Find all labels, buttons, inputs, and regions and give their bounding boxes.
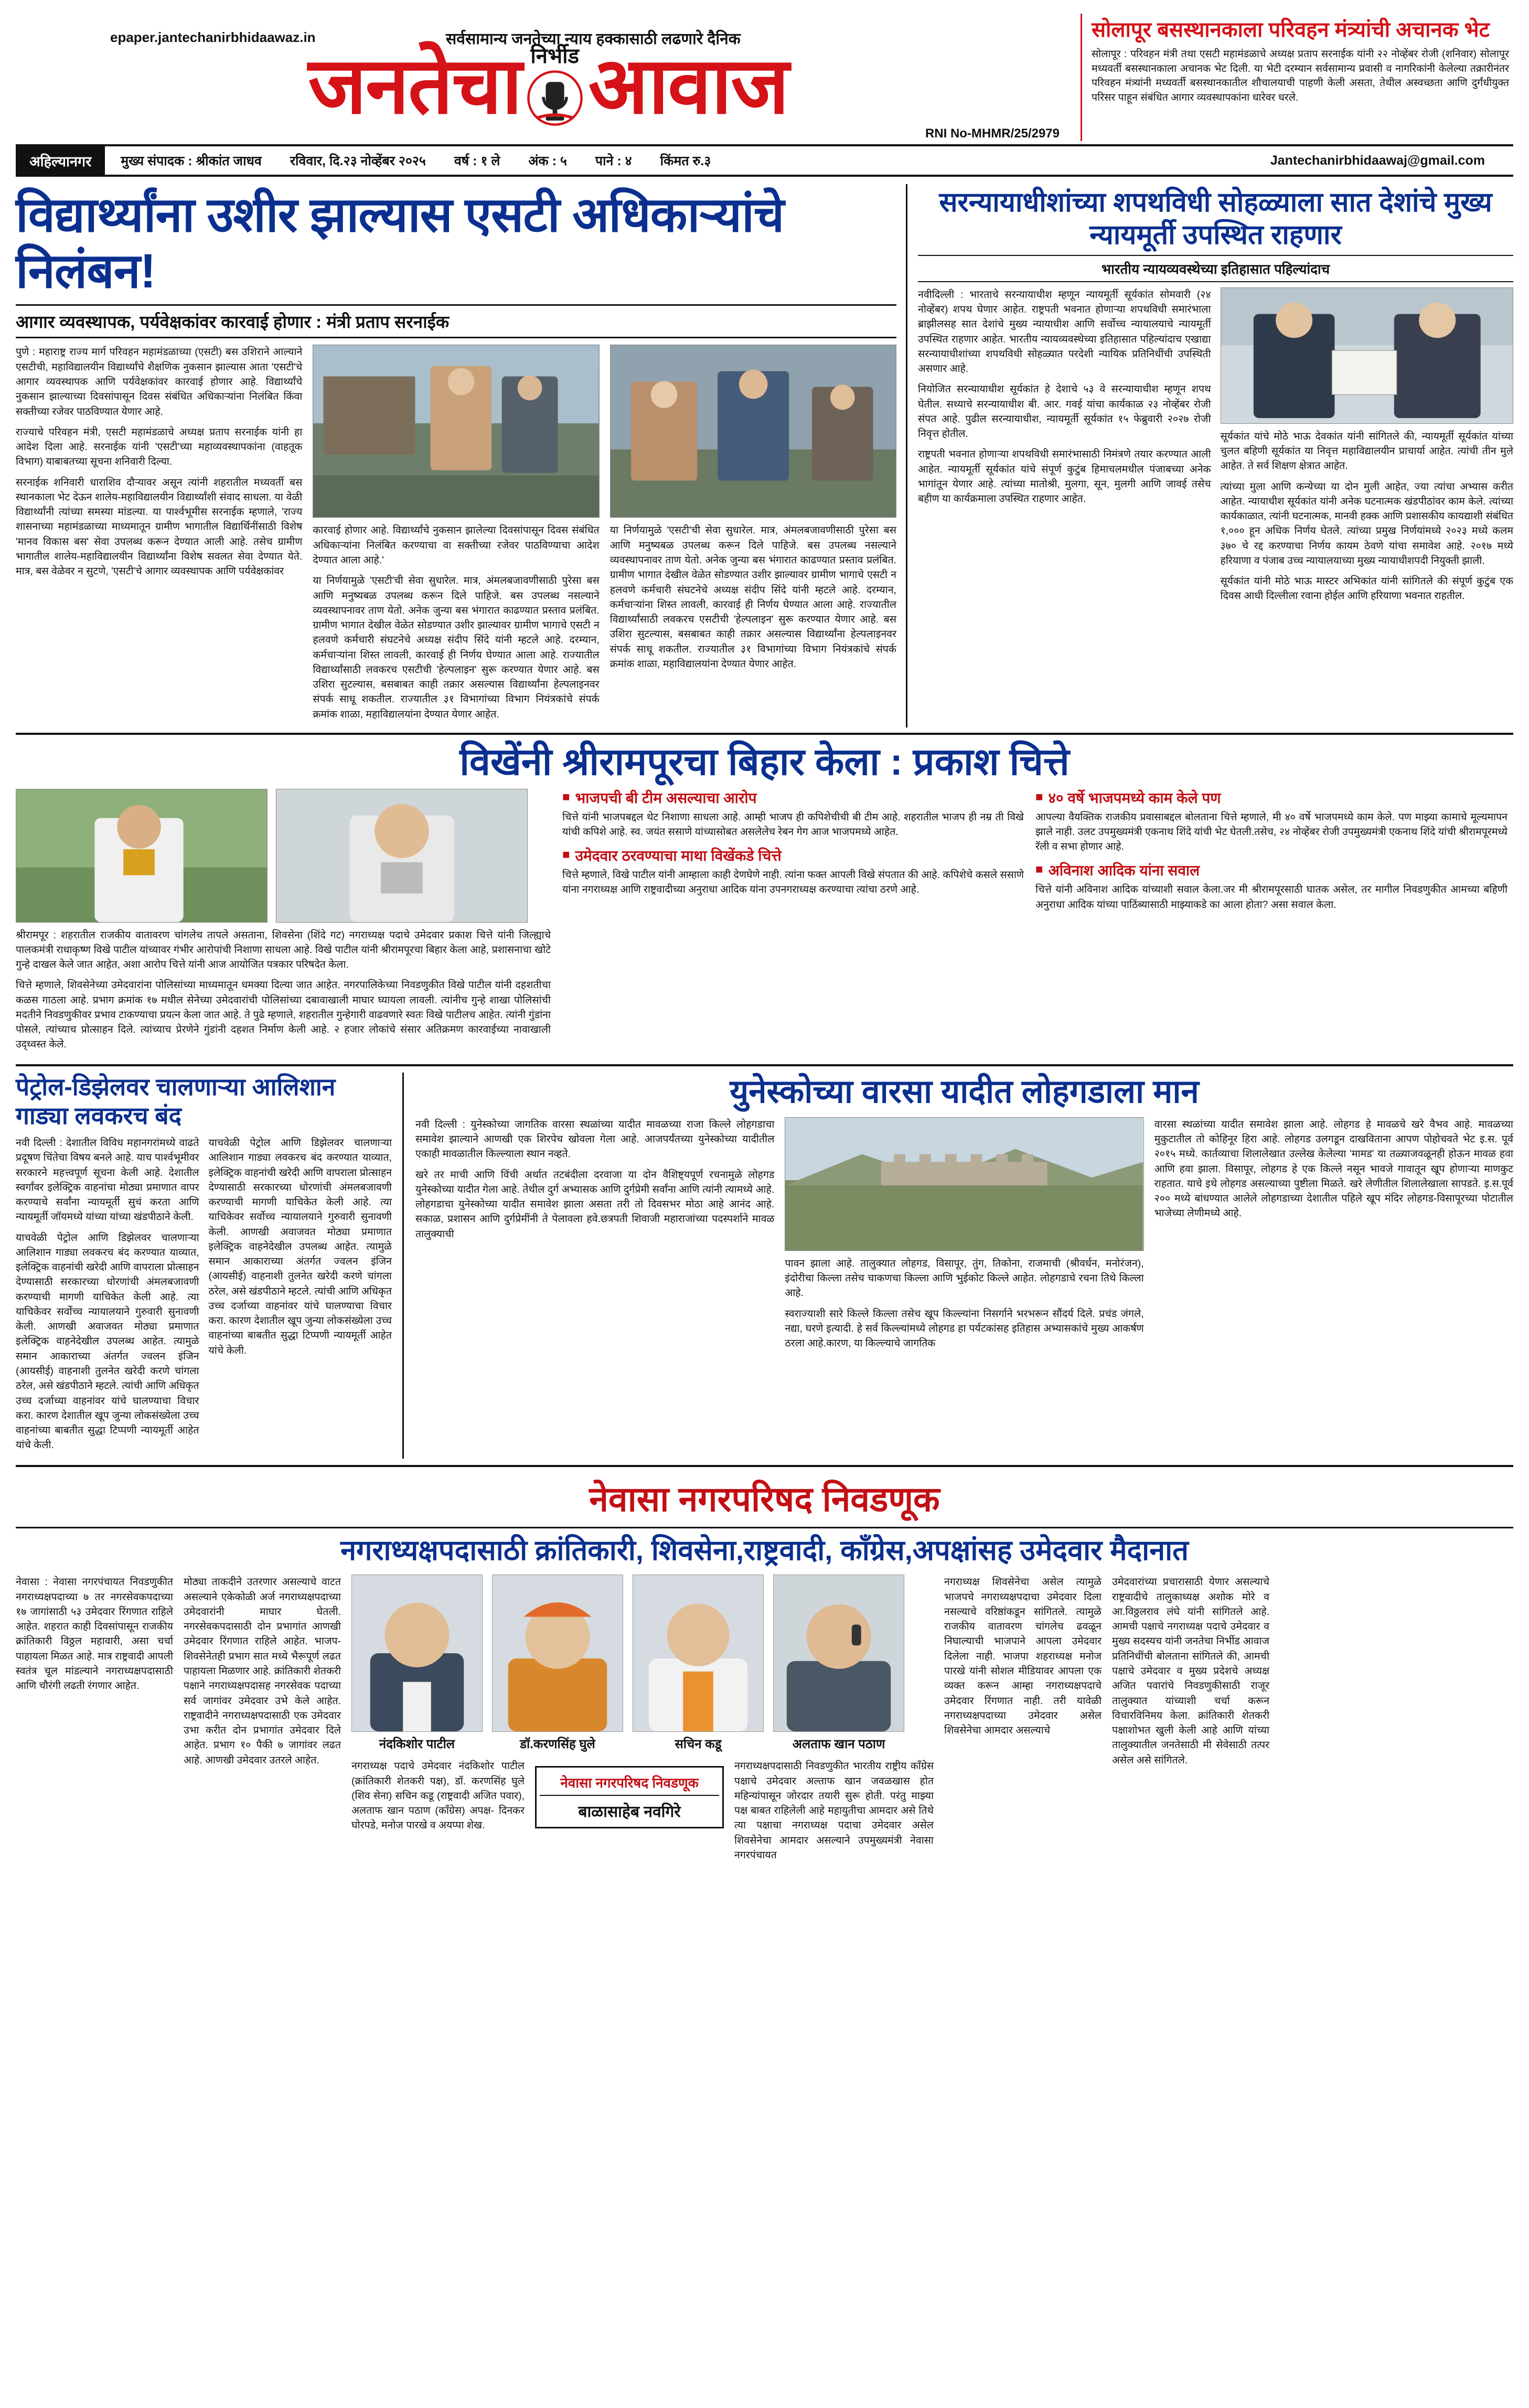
petrol-headline: पेट्रोल-डिझेलवर चालणाऱ्या आलिशान गाड्या लवकरच बंद: [16, 1073, 336, 1129]
section-three: [16, 1066, 1513, 1467]
vikhe-bullet-2-title: उमेदवार ठरवण्याचा माथा विखेंकडे चित्ते: [575, 848, 782, 864]
masthead-tagline: सर्वसामान्य जनतेच्या न्याय हक्कासाठी लढणारे दैनिक: [446, 30, 741, 48]
petrol-columns: [16, 1136, 392, 1459]
vikhe-photo-row: [16, 789, 551, 923]
nevasa-column-1: [16, 1575, 173, 1863]
lead-col2-para-2: या निर्णयामुळे 'एसटी'ची सेवा सुधारेल. मात्र, अंमलबजावणीसाठी पुरेसा बस आणि मनुष्यबळ उपलब्ध करून दिले पाहिजे. बस उपलब्ध नसल्याने व्यवस्थापनावर ताण येतो. अनेक जुन्या बस भंगारात काढण्यात प्रस्ताव प्रलंबित. ग्रामीण भागात देखील वेळेत सोडण्यात उशीर झाल्यावर ग्रामीण भागाचे एसटी न हलवणे कर्मचारी संघटनेचे अध्यक्ष संदीप सिंदे यांनी म्हटले आहे. दरम्यान, कर्मचाऱ्यांना शिस्त लावली, कारवाई ही निर्णय घेण्यात आला आहे. राज्यातील विद्यार्थ्यांसाठी लवकरच एसटीची 'हेल्पलाइन' सुरू करण्यात येणार आहे. बस उशिरा सुटल्यास, बसबाबत काही तक्रार असल्यास विद्यार्थ्यांना हेल्पलाइनवर संपर्क साधू शकतील. राज्यातील ३१ विभागांच्या विभाग नियंत्रकांचे संपर्क क्रमांक शाळा, महाविद्यालयांना देण्यात येणार आहेत.: [313, 575, 600, 720]
cji-col2-para-3: सूर्यकांत यांनी मोठे भाऊ मास्टर अभिकांत यांनी सांगितले की संपूर्ण कुटुंब एक दिवस आधी दिल्लीला रवाना होईल आणि हरियाणा भवनात राहतील.: [1220, 575, 1513, 602]
election-box-col: [535, 1759, 724, 1863]
bullet-square-icon: ■: [562, 789, 570, 804]
issue-number: अंक : ५: [528, 154, 567, 168]
election-badge-line2: बाळासाहेब नवगिरे: [540, 1795, 719, 1822]
masthead-left: [16, 14, 1081, 141]
candidate-name: सचिन कडू: [675, 1737, 722, 1752]
cji-para-1: नवीदिल्ली : भारताचे सरन्यायाधीश म्हणून न्यायमूर्ती सूर्यकांत सोमवारी (२४ नोव्हेंबर) शपथ घेणार आहेत. राष्ट्रपती भवनात होणाऱ्या शपथविधी समारंभाला ब्राझीलसह सात देशांचे मुख्य न्यायाधीश आणि सर्वोच्च न्यायालयाचे न्यायमूर्ती उपस्थित राहणार आहेत. भारतीय न्यायव्यवस्थेच्या इतिहासात पहिल्यांदाच एखाद्या सरन्यायाधीशांच्या शपथविधी सोहळ्यात परदेशी न्यायिक प्रतिनिधींची उपस्थिती असणार आहे.: [918, 288, 1211, 375]
cji-column-1: [918, 287, 1211, 609]
masthead-title-right: आवाज: [588, 41, 788, 130]
nevasa-cand-text-2: नगराध्यक्षपदासाठी निवडणुकीत भारतीय राष्ट्रीय काँग्रेस पक्षाचे उमेदवार अल्ताफ खान जवळखास होत महिन्यांपासून जोरदार तयारी सुरू होती. परंतु माझ्या पक्ष बाबत राहिलेली आहे महायुतीचा आमदार असे तिथे त्या पक्षाचा नगराध्यक्ष पदाचा उमेदवार असेल शिवसेनेचा आमदार असल्याने उपमुख्यमंत्री नेवासा नगरपंचायत: [734, 1760, 934, 1861]
lohagad-col2-para-1: पावन झाला आहे. तालुक्यात लोहगड, विसापूर, तुंग, तिकोना, राजमाची (श्रीवर्धन, मनोरंजन), इंदोरीचा किल्ला तसेच चाकणचा किल्ला आणि भुईकोट किल्ले आहेत. लोहगडाचे रचना तिथे किल्ला आहे.: [785, 1257, 1144, 1299]
vikhe-bullet-3: [1035, 789, 1507, 854]
lead-columns: [16, 345, 896, 727]
nevasa-election-section: [16, 1467, 1513, 1863]
cji-column-2: [1221, 287, 1514, 609]
nevasa-column-3: [944, 1575, 1102, 1863]
nevasa-column-2: [184, 1575, 341, 1863]
cji-para-3: राष्ट्रपती भवनात होणाऱ्या शपथविधी समारंभासाठी निमंत्रणे तयार करण्यात आली आहेत. न्यायमूर्ती सूर्यकांत यांचे संपूर्ण कुटुंब हिमाचलमधील पंजाबच्या अनेक भागांतून येणार आहे. त्यांच्या मातोश्री, मुलगा, सून, मुलगी आणि जावई तसेच बहीण या कार्यक्रमाला उपस्थित राहणार आहेत.: [918, 448, 1211, 505]
microphone-icon: [523, 67, 586, 130]
candidate-photo: [351, 1575, 483, 1732]
lohagad-column-2: [785, 1117, 1143, 1357]
prakash-chitte-photo: [16, 789, 268, 923]
epaper-url[interactable]: epaper.jantechanirbhidaawaz.in: [110, 29, 316, 45]
bullet-square-icon: ■: [562, 848, 570, 862]
vikhe-para-2: चित्ते म्हणाले, शिवसेनेच्या उमेदवारांना पोलिसांच्या माध्यमातून धमक्या दिल्या जात आहेत. नगरपालिकेच्या निवडणुकीत विखे पाटील यांनी दहशतीचा कळस गाठला आहे. प्रभाग क्रमांक १७ मधील सेनेच्या उमेदवारांची पोलिसांच्या दबावाखाली माघार घ्यायला लावली. त्यांनीच गुन्हे शाखा पोलिसांची मदतीने निवडणुकीवर प्रभाव टाकण्याचा प्रयत्न केला जात आहे. ते पुढे म्हणाले, शहरातील गुन्हेगारी वाढवणारे स्वतः विखे पाटीलच आहेत. त्यांनी गुंडांना पोसले, त्यांच्याच प्रोत्साहन दिले. त्यांच्याच प्रेरणेने गुंडांनी दहशत निर्माण केली आहे. २ हजार लोकांचे संसार अतिक्रमण कारवाईच्या नावाखाली उद्ध्वस्त केले.: [16, 979, 551, 1051]
lead-headline: विद्यार्थ्यांना उशीर झाल्यास एसटी अधिकाऱ्यांचे निलंबन!: [16, 188, 784, 298]
masthead-side-story: [1081, 14, 1513, 141]
candidate-name: डॉ.करणसिंह घुले: [520, 1737, 595, 1752]
vikhe-column-2: [562, 789, 1024, 1058]
vikhe-bullet-3-title: ४० वर्षे भाजपमध्ये काम केले पण: [1048, 789, 1221, 806]
bullet-square-icon: ■: [1035, 862, 1043, 877]
petrol-para-2: याचवेळी पेट्रोल आणि डिझेलवर चालणाऱ्या आलिशान गाड्या लवकरच बंद करण्यात याव्यात, इलेक्ट्रिक वाहनांची खरेदी आणि वापराला प्रोत्साहन देण्यासाठी सरकारच्या धोरणांची अंमलबजावणी करण्याची मागणी याचिकेत केली आहे. त्या याचिकेवर सर्वोच्च न्यायालयाने गुरुवारी सुनावणी केली. आणखी अवाजवत मोठ्या प्रमाणात इलेक्ट्रिक वाहनेदेखील उपलब्ध आहेत. त्यामुळे समान आकाराच्या अंतर्गत ज्वलन इंजिन (आयसीई) वाहनाशी तुलनेत खरेदी करणे चांगला ठरेल, असे खंडपीठाने म्हटले. त्यांची आणि अधिकृत उच्च दर्जाच्या वाहनांवर यांचे घालण्याचा विचार करा. कारण देशातील खूप जुन्या लोकसंख्येला उच्च वाहनांच्या बाबतीत सुद्धा टिप्पणी न्यायमूर्ती आहेत यांचे केली.: [16, 1232, 199, 1451]
nevasa-cand-text-col-2: [734, 1759, 934, 1863]
candidate-card: [773, 1575, 904, 1752]
masthead: [16, 14, 1513, 141]
cji-photo: [1221, 287, 1514, 424]
vikhe-patil-photo: [276, 789, 528, 923]
election-badge: [535, 1766, 724, 1828]
candidate-photo: [633, 1575, 764, 1732]
price: किंमत रु.३: [660, 154, 711, 168]
candidate-photo: [492, 1575, 623, 1732]
nevasa-para-1: नेवासा : नेवासा नगरपंचायत निवडणुकीत नगराध्यक्षपदाच्या ७ तर नगरसेवकपदाच्या १७ जागांसाठी ५३ उमेदवार रिंगणात राहिले आहेत. शहरात काही दिवसांपासून राजकीय क्रांतिकारी विठ्ठल महावारी, असा चर्चा पाहायला मिळत आहे. मात्र राष्ट्रवादी आपली स्वतंत्र चूल मांडल्याने नगराध्यक्षपदासाठी आणि चौरंगी लढती रंगणार आहेत.: [16, 1576, 173, 1692]
vikhe-headline: विखेंनी श्रीरामपूरचा बिहार केला : प्रकाश चित्ते: [459, 741, 1070, 783]
lohagad-columns: [415, 1117, 1513, 1357]
nevasa-cand-text-1: नगराध्यक्ष पदाचे उमेदवार नंदकिशोर पाटील (क्रांतिकारी शेतकरी पक्ष), डॉ. करणसिंह घुले (शिव सेना) सचिन कडू (राष्ट्रवादी अजित पवार), अलताफ खान पठाण (काँग्रेस) अपक्ष- दिनकर घोरपडे, मनोज पारखे व अयप्पा शेख.: [351, 1760, 525, 1832]
lead-col3-para-1: या निर्णयामुळे 'एसटी'ची सेवा सुधारेल. मात्र, अंमलबजावणीसाठी पुरेसा बस आणि मनुष्यबळ उपलब्ध करून दिले पाहिजे. बस उपलब्ध नसल्याने व्यवस्थापनावर ताण येतो. अनेक जुन्या बस भंगारात काढण्यात प्रस्ताव प्रलंबित. ग्रामीण भागात देखील वेळेत सोडण्यात उशीर झाल्यावर ग्रामीण भागाचे एसटी न हलवणे कर्मचारी संघटनेचे अध्यक्ष संदीप सिंदे यांनी म्हटले आहे. दरम्यान, कर्मचाऱ्यांना शिस्त लावली, कारवाई ही निर्णय घेण्यात आला आहे. राज्यातील विद्यार्थ्यांसाठी लवकरच एसटीची 'हेल्पलाइन' सुरू करण्यात येणार आहे. बस उशिरा सुटल्यास, बसबाबत काही तक्रार असल्यास विद्यार्थ्यांना हेल्पलाइनवर संपर्क साधू शकतील. राज्यातील ३१ विभागांच्या विभाग नियंत्रकांचे संपर्क क्रमांक शाळा, महाविद्यालयांना देण्यात येणार आहेत.: [610, 525, 896, 670]
lohagad-para-2: खरे तर माची आणि विंची अर्थात तटबंदीला दरवाजा या दोन वैशिष्ट्यपूर्ण रचनामुळे लोहगड युनेस्कोच्या यादीत गेला आहे. तेथील दुर्ग अभ्यासक आणि दुर्गप्रेमी सर्वांना आणि त्यांनी त्यामध्ये आहे. लोहगडाचा युनेस्कोच्या यादीत समावेश झाला असता तरी तो दिवसभर मोठा आहे आनंद आहे. सकाळ, प्रशासन आणि दुर्गप्रेमींनी ते पेलावला हवे.छत्रपती शिवाजी महाराजांच्या पदस्पर्शाने मावळ तालुक्याची: [415, 1169, 775, 1240]
edition-city: अहिल्यानगर: [16, 146, 105, 175]
candidate-name: अलताफ खान पठाण: [792, 1737, 885, 1752]
cji-para-2: नियोजित सरन्यायाधीश सूर्यकांत हे देशाचे ५३ वे सरन्यायाधीश म्हणून शपथ घेतील. सध्याचे सरन्यायाधीश बी. आर. गवई यांचा कार्यकाळ २३ नोव्हेंबर रोजी संपत आहे. पुढील सरन्यायाधीश, न्यायमूर्ती सूर्यकांत १५ फेब्रुवारी २०२७ रोजी निवृत्त होतील.: [918, 383, 1211, 440]
issue-date: रविवार, दि.२३ नोव्हेंबर २०२५: [290, 154, 426, 168]
lead-photo: [313, 345, 599, 518]
nevasa-cand-text-col: [351, 1759, 525, 1863]
cji-subheadline: भारतीय न्यायव्यवस्थेच्या इतिहासात पहिल्यांदाच: [918, 255, 1513, 282]
lead-photo-secondary: [610, 345, 896, 518]
rni-number: RNI No-MHMR/25/2979: [925, 126, 1060, 141]
lead-para-1: पुणे : महाराष्ट्र राज्य मार्ग परिवहन महामंडळाच्या (एसटी) बस उशिराने आल्याने एसटीची, महाविद्यालयीन विद्यार्थ्यांचे शैक्षणिक नुकसान झाल्यास आता 'एसटी'चे आगार व्यवस्थापक आणि पर्यवेक्षकांवर कारवाई होणार आहे. विद्यार्थ्यांचे नुकसान झाल्याच्या दिवसांपासून दिवस संबंधित अधिकाऱ्यांना निलंबित किंवा सक्तीच्या रजेवर पाठविण्यात येणार आहे.: [16, 346, 303, 418]
nevasa-subtitle: नगराध्यक्षपदासाठी क्रांतिकारी, शिवसेना,राष्ट्रवादी, काँग्रेस,अपक्षांसह उमेदवार मैदानात: [340, 1534, 1189, 1566]
info-bar: [16, 144, 1513, 177]
nevasa-body: [16, 1575, 1513, 1863]
nevasa-para-2: मोठ्या ताकदीने उतरणार असल्याचे वाटत असल्याने एकेकोळी अर्ज नगराध्यक्षपदाच्या उमेदवारांनी माघार घेतली. नगरसेवकपदासाठी दोन प्रभागांत आणखी उमेदवार रिंगणात राहिले आहेत. भाजप-शिवसेनेतही प्रभाग सात मध्ये भैरूपूर्ण लढत पाहायला मिळणार आहे. क्रांतिकारी शेतकरी पक्षाने नगराध्यक्षपदासह नगरसेवक पदाच्या सर्व जागांवर उमेदवार उभे केले आहेत. राष्ट्रवादीने नगराध्यक्षपदासाठी एक उमेदवार उभा करीत दोन प्रभागांत उमेदवार दिले आहेत. प्रभाग १० पैकी ७ जागांवर लढत आहे. आणखी उमेदवार उतरले आहेत.: [184, 1576, 341, 1766]
vikhe-bullet-1: [562, 789, 1024, 840]
nevasa-column-4: [1112, 1575, 1269, 1863]
candidate-grid: [351, 1575, 934, 1752]
cji-col2-para-2: त्यांच्या मुला आणि कन्येच्या या दोन मुली आहेत, ज्या त्यांचा अभ्यास करीत आहेत. न्यायाधीश सूर्यकांत यांनी अनेक घटनात्मक खंडपीठांवर काम केले. त्यांच्या कार्यकाळात, त्यांनी घटनात्मक, मानवी हक्क आणि प्रशासकीय कायद्याशी संबंधित १,००० हून अधिक निर्णय घेतले. त्यांच्या प्रमुख निर्णयांमध्ये २०२३ मध्ये कलम ३७० चे रद्द करण्याचा निर्णय कायम ठेवणे यांचा समावेश आहे. २०१७ मध्ये हरियाणा व पंजाब उच्च न्यायालयाच्या मुख्य न्यायाधीशपदी नियुक्ती झाली.: [1220, 480, 1513, 566]
cji-col2-para-1: सूर्यकांत यांचे मोठे भाऊ देवकांत यांनी सांगितले की, न्यायमूर्ती सूर्यकांत यांच्या चुलत बहिणी सूर्यकांत या निवृत्त महाविद्यालयीन प्राचार्या आहेत. त्यांची तीन मुले आहेत. ते सर्व शिक्षण क्षेत्रात आहेत.: [1220, 430, 1513, 472]
candidate-name: नंदकिशोर पाटील: [379, 1737, 455, 1752]
lohagad-column-1: [415, 1117, 774, 1357]
lead-column-1: [16, 345, 302, 727]
nevasa-candidates-block: [351, 1575, 934, 1863]
vikhe-body: [16, 789, 1513, 1058]
candidate-card: [492, 1575, 623, 1752]
top-news-grid: [16, 184, 1513, 735]
lohagad-story: [415, 1073, 1513, 1459]
candidate-card: [633, 1575, 764, 1752]
cji-columns: [918, 287, 1513, 609]
vikhe-column-1: [16, 789, 551, 1058]
vikhe-para-1: श्रीरामपूर : शहरातील राजकीय वातावरण चांगलेच तापले असताना, शिवसेना (शिंदे गट) नगराध्यक्ष पदाचे उमेदवार प्रकाश चित्ते यांनी जिल्ह्याचे पालकमंत्री राधाकृष्ण विखे पाटील यांच्यावर गंभीर आरोपांची निशाणा साधला आहे. विखे पाटील यांनी श्रीरामपूरचा बिहार केला आहे, प्रशासनाचा खोटे गुन्हे दाखल केले जात आहेत, अशा आरोप चित्ते यांनी आज आयोजित पत्रकार परिषदेत केला.: [16, 929, 551, 971]
vikhe-bullet-2-body: चित्ते म्हणाले, विखे पाटील यांनी आम्हाला काही देणघेणे नाही. त्यांना फक्त आपली विखे संपतात की आहे. कपिशेचे कसले ससाणे यांना नगराध्यक्ष आणि राष्ट्रवादीच्या अनुराधा आदिक यांना उपनगराध्यक्ष करण्याचा त्यांचा ठरणे आहे.: [562, 869, 1024, 896]
nevasa-candidate-texts: [351, 1759, 934, 1863]
vikhe-bullet-2: [562, 847, 1024, 897]
nevasa-section-title: नेवासा नगरपरिषद निवडणूक: [16, 1474, 1513, 1528]
nevasa-para-3: नगराध्यक्ष शिवसेनेचा असेल त्यामुळे भाजपचे नगराध्यक्षपदाचा उमेदवार दिला नसल्याचे वरिष्ठांकडून सांगितले. त्यामुळे राजकीय वातावरण चांगलेच ढवळून निघाल्याची भाजपाने आपला उमेदवार दिलेला नाही. भाजपा शहराध्यक्ष मनोज पारखे यांनी सोशल मीडियावर आपला एक व्यक्त करून आम्हा नगराध्यक्षपदाचे उमेदवार रिंगणात नाही. तरी यावेळी नगराध्यक्षपदाच्या उमेदवार असेल शिवसेनेचा आमदार असल्याचे: [944, 1576, 1102, 1737]
lead-para-3: सरनाईक शनिवारी धाराशिव दौऱ्यावर असून त्यांनी शहरातील मध्यवर्ती बस स्थानकाला भेट देऊन शालेय-महाविद्यालयीन विद्यार्थ्यांशी संवाद साधला. या वेळी विद्यार्थ्यांनी त्यांच्या समस्या मांडल्या. या पार्श्वभूमीस सरनाईक म्हणाले, 'राज्य शासनाच्या महामंडळाच्या माध्यमातून ग्रामीण भागातील विद्यार्थिनींसाठी विशेष 'मानव विकास बस' सेवा उपलब्ध करून देण्यात आली आहे. तसेच ग्रामीण भागातील शालेय-महाविद्यालयीन विद्यार्थ्यांना विशेष सवलत सेवा देण्यात येते. मात्र, बस वेळेवर न सुटणे, 'एसटी'चे आगार व्यवस्थापक आणि पर्यवेक्षकांवर: [16, 476, 303, 577]
side-story-headline: सोलापूर बसस्थानकाला परिवहन मंत्र्यांची अचानक भेट: [1092, 18, 1490, 41]
side-story-body: सोलापूर : परिवहन मंत्री तथा एसटी महामंडळाचे अध्यक्ष प्रताप सरनाईक यांनी २२ नोव्हेंबर रोजी (शनिवार) सोलापूर मध्यवर्ती बसस्थानकाला अचानक भेट दिली. या भेटी दरम्यान सर्वसामान्य प्रवासी व नागरिकांनी केलेल्या तक्रारीनंतर परिवहन मंत्र्यांनी मध्यवर्ती बसस्थानकातील शौचालयाची पाहणी केली असता, तेथील अस्वच्छता आणि दुर्गंधीयुक्त परिसर पाहून संबंधित आगार व्यवस्थापकांना धारेवर धरले.: [1092, 48, 1509, 104]
vikhe-bullet-1-title: भाजपची बी टीम असल्याचा आरोप: [575, 789, 757, 806]
lohagad-para-1: नवी दिल्ली : युनेस्कोच्या जागतिक वारसा स्थळांच्या यादीत मावळच्या राजा किल्ले लोहगडाचा समावेश झाल्याने आणखी एक शिरपेच खोवला गेला आहे. आजपर्यंतच्या युनेस्कोच्या यादीतील एकाही मावळातील किल्ल्याला स्थान नव्हते.: [415, 1118, 775, 1160]
masthead-title-left: जनतेचा: [308, 41, 521, 130]
chief-editor: मुख्य संपादक : श्रीकांत जाधव: [121, 154, 262, 168]
vikhe-bullet-1-body: चित्ते यांनी भाजपबद्दल थेट निशाणा साधला आहे. आम्ही भाजप ही कपिशेचीची बी टीम आहे. शहरातील भाजप ही नम्र ती विखे यांची कपिशे आहे. स्व. जयंत ससाणे यांच्यासोबत असलेलेच रेबन गेग आज भाजपमध्ये आहेत.: [562, 811, 1024, 838]
candidate-photo: [773, 1575, 904, 1732]
cji-headline: सरन्यायाधीशांच्या शपथविधी सोहळ्याला सात देशांचे मुख्य न्यायमूर्ती उपस्थित राहणार: [939, 187, 1492, 251]
lohagad-col2-para-2: स्वराज्याशी सारे किल्ले किल्ला तसेच खूप किल्ल्यांना निसर्गाने भरभरून सौंदर्य दिले. प्रचंड जंगले, नद्या, घरणे इत्यादी. हे सर्व किल्ल्यांमध्ये लोहगड हा पर्यटकांसह इतिहास अभ्यासकांचे मुख्य आकर्षण ठरला आहे.कारण, या किल्ल्याचे जागतिक: [785, 1308, 1144, 1350]
contact-email[interactable]: Jantechanirbhidaawaj@gmail.com: [1270, 153, 1485, 168]
petrol-para-3: याचवेळी पेट्रोल आणि डिझेलवर चालणाऱ्या आलिशान गाड्या लवकरच बंद करण्यात याव्यात, इलेक्ट्रिक वाहनांची खरेदी आणि वापराला प्रोत्साहन देण्यासाठी सरकारच्या धोरणांची अंमलबजावणी करण्याची मागणी याचिकेत केली आहे. त्या याचिकेवर सर्वोच्च न्यायालयाने गुरुवारी सुनावणी केली. आणखी अवाजवत मोठ्या प्रमाणात इलेक्ट्रिक वाहनेदेखील उपलब्ध आहेत. त्यामुळे समान आकाराच्या अंतर्गत ज्वलन इंजिन (आयसीई) वाहनाशी तुलनेत खरेदी करणे चांगला ठरेल, असे खंडपीठाने म्हटले. त्यांची आणि अधिकृत उच्च दर्जाच्या वाहनांवर यांचे घालण्याचा विचार करा. कारण देशातील खूप जुन्या लोकसंख्येला उच्च वाहनांच्या बाबतीत सुद्धा टिप्पणी न्यायमूर्ती आहेत यांचे केली.: [208, 1137, 392, 1356]
lohagad-column-3: [1154, 1117, 1513, 1357]
vikhe-bullet-3-body: आपल्या वैयक्तिक राजकीय प्रवासाबद्दल बोलताना चित्ते म्हणाले, मी ४० वर्षे भाजपमध्ये काम केले. पण माझ्या कामाचे मूल्यमापन झाले नाही. उलट उपमुख्यमंत्री एकनाथ शिंदे यांची भेट घेतली.तसेच, २४ नोव्हेंबर रोजी उपमुख्यमंत्री एकनाथ शिंदे यांची श्रीरामपूरमध्ये रॅली व सभा होणार आहे.: [1035, 811, 1507, 853]
petrol-column-1: [16, 1136, 199, 1459]
lead-para-2: राज्याचे परिवहन मंत्री, एसटी महामंडळाचे अध्यक्ष प्रताप सरनाईक यांनी हा आदेश दिला आहे. सरनाईक यांनी 'एसटी'च्या महाव्यवस्थापकांना (वाहतूक विभाग) याबाबतच्या सूचना शनिवारी दिल्या.: [16, 426, 303, 468]
masthead-nirbhid: निर्भीड: [530, 45, 579, 68]
election-badge-line1: नेवासा नगरपरिषद निवडणूक: [560, 1775, 699, 1791]
vikhe-bullet-4-title: अविनाश आदिक यांना सवाल: [1048, 862, 1200, 879]
masthead-title-row: [16, 42, 1081, 130]
lead-story: [16, 184, 907, 727]
petrol-column-2: [209, 1136, 392, 1459]
lead-column-3: [610, 345, 896, 727]
page-count: पाने : ४: [595, 154, 632, 168]
volume-year: वर्ष : १ ले: [454, 154, 500, 168]
masthead-center-block: [521, 42, 589, 130]
petrol-para-1: नवी दिल्ली : देशातील विविध महानगरांमध्ये वाढते प्रदूषण चिंतेचा विषय बनले आहे. याच पार्श्वभूमीवर सरकारने महत्त्वपूर्ण सूचना केली आहे. देशातील स्वर्गांवर इलेक्ट्रिक वाहनांचा मोठ्या प्रमाणात वापर करण्याचे सर्वांना न्यायमूर्ती सुचं करता आणि न्यायमूर्ती जॉयमध्ये यांच्या यांच्या खंडपीठाने केली.: [16, 1137, 199, 1223]
vikhe-bullet-4-body: चित्ते यांनी अविनाश आदिक यांच्याशी सवाल केला.जर मी श्रीरामपूरसाठी घातक असेल, तर मागील निवडणुकीत आमच्या बहिणी अनुराधा आदिक यांच्या पाठिंब्यासाठी माझ्याकडे का आला होता? असा सवाल केला.: [1035, 884, 1507, 911]
lead-col2-para-1: कारवाई होणार आहे. विद्यार्थ्यांचे नुकसान झालेल्या दिवसांपासून दिवस संबंधित अधिकाऱ्यांना निलंबित करण्याचा वा सक्तीच्या रजेवर पाठविण्याचा आदेश देण्यात आला आहे.': [313, 525, 600, 566]
petrol-diesel-story: [16, 1073, 404, 1459]
vikhe-story: [16, 735, 1513, 1066]
lohagad-col3-para-1: वारसा स्थळांच्या यादीत समावेश झाला आहे. लोहगड हे मावळचे खरे वैभव आहे. मावळच्या मुकुटातील तो कोहिनूर हिरा आहे. लोहगड उलगडून दाखविताना आपण पोहोचवते भेट इ.स. पूर्व २०१५ मध्ये. कार्तव्याचा शिलालेखात उल्लेख केलेल्या 'मामड' या तळ्याजवळूनही होऊन मावळ हवा आणि हवा झाला. विसापूर, लोहगड हे एक किल्ले नसून भावजे गावातून खूप होणाऱ्या माणकुट राहतात. याचे इथे लोहगड असल्याच्या पुष्टीला मिळते. खरे लेणीतील शिलालेखाला सापडते. इ.स.पूर्व २०० मध्ये बांधण्यात आलेले लोहगडाच्या देशातील पहिले खूप मंदिर लोहगड-विसापूरच्या पोटातील भाजेच्या लेणीमध्ये आहे.: [1154, 1118, 1513, 1219]
vikhe-bullet-4: [1035, 861, 1507, 912]
vikhe-column-3: [1035, 789, 1507, 1058]
candidate-card: [351, 1575, 483, 1752]
nevasa-para-4: उमेदवारांच्या प्रचारासाठी येणार असल्याचे राष्ट्रवादीचे तालुकाध्यक्ष अशोक मोरे व आ.विठ्ठलराव लंघे यांनी सांगितले आहे. आमची पक्षाचे नगराध्यक्ष पदाचे उमेदवार व मुख्य सदस्यच यांनी जनतेचा निर्भीड आवाज प्रतिनिधींची बोलताना सांगितले की, आमची पक्षाचे उमेदवार व मुख्य प्रदेशचे अध्यक्ष अजित पवारांचे निवडणुकीसाठी राजूर तालुक्यात यांच्याशी चर्चा करून विचारविनिमय केला. क्रांतिकारी शेतकरी पक्षाशोभत खुली केली आहे आणि यांच्या तालुक्यातील जनतेसाठी मी सेवेसाठी तत्पर असेल असे सांगितले.: [1112, 1576, 1269, 1766]
lead-subheadline: आगार व्यवस्थापक, पर्यवेक्षकांवर कारवाई होणार : मंत्री प्रताप सरनाईक: [16, 304, 896, 338]
lohagad-fort-photo: [785, 1117, 1143, 1251]
bullet-square-icon: ■: [1035, 789, 1043, 804]
lohagad-headline: युनेस्कोच्या वारसा यादीत लोहगडाला मान: [730, 1073, 1199, 1110]
lead-column-2: [313, 345, 599, 727]
cji-story: [907, 184, 1513, 727]
